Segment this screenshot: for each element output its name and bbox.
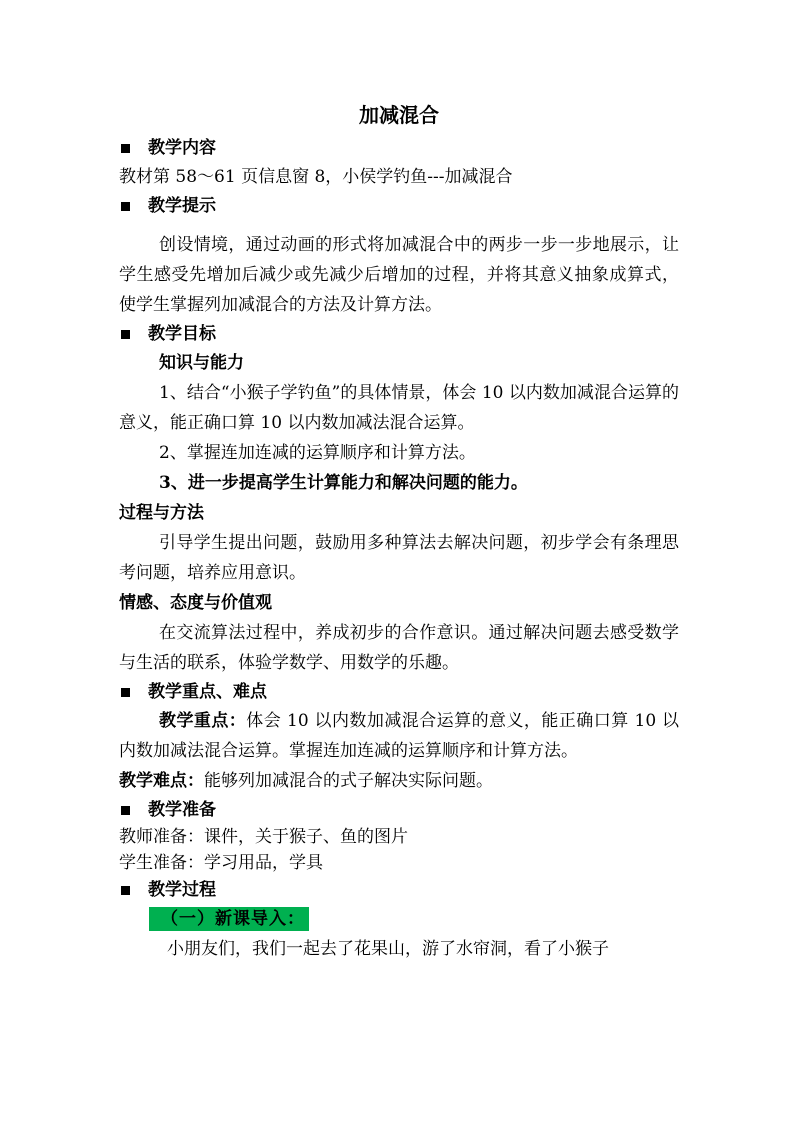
section-heading-label: 教学准备 [148, 800, 216, 820]
section-heading-key-points [119, 678, 679, 706]
bullet-square-icon [121, 202, 130, 211]
goal-item-2: 2、掌握连加连减的运算顺序和计算方法。 [159, 443, 476, 463]
goal-item-3: 3、进一步提高学生计算能力和解决问题的能力。 [159, 473, 528, 493]
key-point-label: 教学重点： [159, 711, 247, 731]
bullet-square-icon [121, 688, 130, 697]
intro-label-row [119, 904, 679, 934]
student-preparation: 学生准备：学习用品，学具 [119, 853, 323, 873]
section-heading-content [119, 134, 679, 162]
subheading-emotion: 情感、态度与价值观 [119, 593, 272, 613]
section-heading-label: 教学提示 [148, 196, 216, 216]
teacher-preparation: 教师准备：课件，关于猴子、鱼的图片 [119, 827, 408, 847]
section-heading-procedure [119, 876, 679, 904]
section-heading-label: 教学重点、难点 [148, 682, 267, 702]
emotion-paragraph: 在交流算法过程中，养成初步的合作意识。通过解决问题去感受数学与生活的联系，体验学数学、用数学的乐趣。 [119, 623, 679, 673]
intro-paragraph: 小朋友们，我们一起去了花果山，游了水帘洞，看了小猴子 [167, 939, 609, 959]
section-heading-preparation [119, 796, 679, 824]
difficulty-paragraph [119, 766, 679, 796]
intro-highlight-label: （一）新课导入： [149, 907, 309, 931]
key-point-paragraph [119, 706, 679, 766]
section-heading-label: 教学过程 [148, 880, 216, 900]
document-title: 加减混合 [359, 103, 439, 127]
spacer [119, 220, 679, 230]
hint-paragraph: 创设情境，通过动画的形式将加减混合中的两步一步一步地展示，让学生感受先增加后减少或先减少后增加的过程，并将其意义抽象成算式，使学生掌握列加减混合的方法及计算方法。 [119, 235, 679, 315]
subheading-knowledge: 知识与能力 [159, 353, 244, 373]
document-page [119, 100, 679, 964]
bullet-square-icon [121, 330, 130, 339]
section-heading-label: 教学内容 [148, 138, 216, 158]
subheading-process: 过程与方法 [119, 503, 204, 523]
section-heading-goals [119, 320, 679, 348]
goal-item-1: 1、结合“小猴子学钓鱼”的具体情景，体会 10 以内数加减混合运算的意义，能正确口算 10 以内数加减法混合运算。 [119, 383, 679, 433]
key-point-text: 体会 10 以内数加减混合运算的意义，能正确口算 10 以内数加减法混合运算。掌握连加连减的运算顺序和计算方法。 [119, 711, 679, 761]
content-text: 教材第 58～61 页信息窗 8，小侯学钓鱼---加减混合 [119, 167, 513, 187]
section-heading-hint [119, 192, 679, 220]
bullet-square-icon [121, 886, 130, 895]
bullet-square-icon [121, 144, 130, 153]
difficulty-label: 教学难点： [119, 771, 204, 791]
bullet-square-icon [121, 806, 130, 815]
section-heading-label: 教学目标 [148, 324, 216, 344]
process-paragraph: 引导学生提出问题，鼓励用多种算法去解决问题，初步学会有条理思考问题，培养应用意识。 [119, 533, 679, 583]
difficulty-text: 能够列加减混合的式子解决实际问题。 [204, 771, 493, 791]
